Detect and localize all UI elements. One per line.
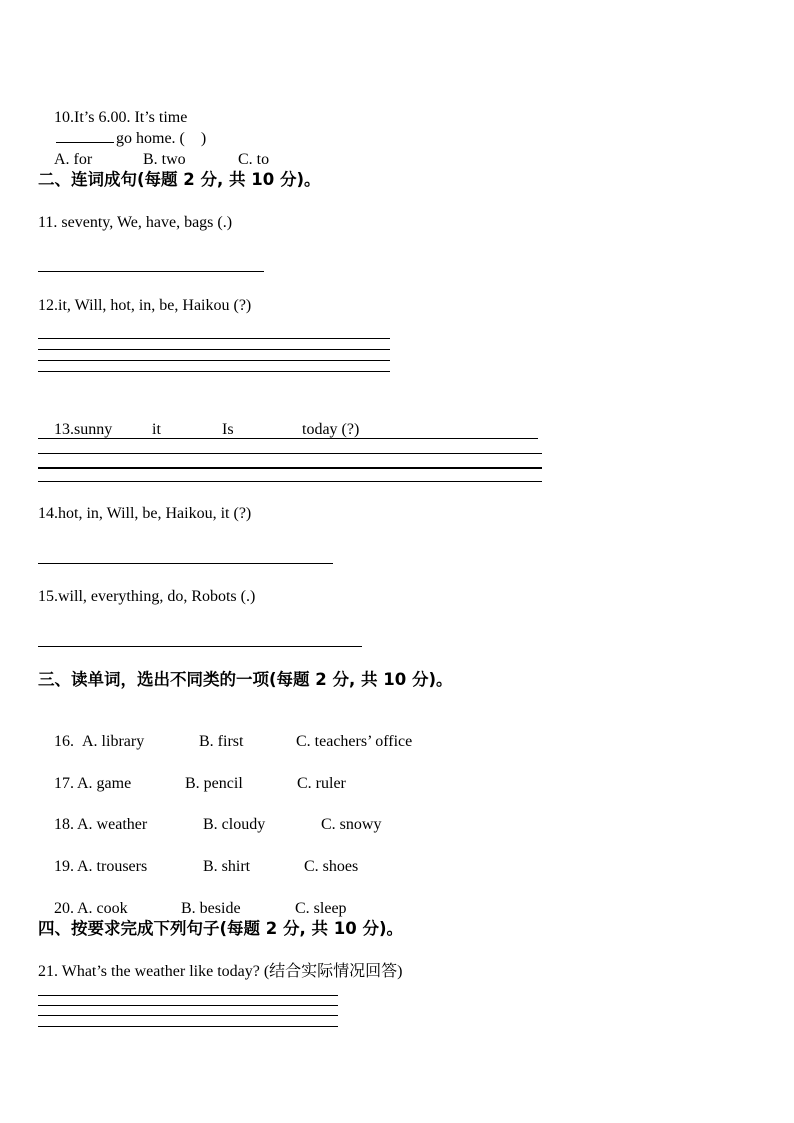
question-15: 15.will, everything, do, Robots (.)	[38, 588, 256, 605]
answer-line[interactable]	[38, 1005, 338, 1006]
option-b[interactable]: B. beside	[181, 900, 241, 917]
option-a[interactable]: A. for	[54, 151, 93, 168]
option-a[interactable]: A. cook	[77, 900, 128, 917]
answer-line[interactable]	[38, 1026, 338, 1027]
option-b[interactable]: B. cloudy	[203, 816, 266, 833]
answer-line[interactable]	[38, 438, 538, 439]
option-c[interactable]: C. shoes	[304, 858, 359, 875]
section-4-heading: 四、按要求完成下列句子(每题 2 分, 共 10 分)。	[38, 919, 404, 938]
question-10-paren-close: )	[200, 130, 207, 147]
question-12: 12.it, Will, hot, in, be, Haikou (?)	[38, 297, 252, 314]
answer-line[interactable]	[38, 563, 333, 564]
answer-line[interactable]	[38, 995, 338, 996]
answer-line[interactable]	[38, 1015, 338, 1016]
question-number: 16.	[54, 733, 74, 750]
answer-line[interactable]	[38, 467, 542, 469]
option-b[interactable]: B. shirt	[203, 858, 251, 875]
answer-line[interactable]	[38, 338, 390, 339]
option-c[interactable]: C. to	[238, 151, 270, 168]
option-c[interactable]: C. ruler	[297, 775, 346, 792]
option-c[interactable]: C. snowy	[321, 816, 382, 833]
question-number: 18.	[54, 816, 74, 833]
answer-line[interactable]	[38, 349, 390, 350]
option-a[interactable]: A. game	[77, 775, 132, 792]
question-14: 14.hot, in, Will, be, Haikou, it (?)	[38, 505, 252, 522]
question-number: 17.	[54, 775, 74, 792]
question-11: 11. seventy, We, have, bags (.)	[38, 214, 233, 231]
option-c[interactable]: C. sleep	[295, 900, 347, 917]
option-b[interactable]: B. pencil	[185, 775, 243, 792]
option-c[interactable]: C. teachers’ office	[296, 733, 413, 750]
question-number: 20.	[54, 900, 74, 917]
answer-line[interactable]	[38, 360, 390, 361]
question-13	[38, 400, 359, 460]
question-number: 19.	[54, 858, 74, 875]
option-a[interactable]: A. trousers	[77, 858, 148, 875]
answer-line[interactable]	[38, 481, 542, 482]
word-1: 13.sunny	[54, 421, 113, 438]
question-10-stem-start: 10.It’s 6.00. It’s time	[54, 109, 188, 126]
word-4: today (?)	[302, 421, 360, 438]
section-3-heading: 三、读单词，选出不同类的一项(每题 2 分, 共 10 分)。	[38, 670, 453, 689]
option-a[interactable]: A. weather	[77, 816, 148, 833]
option-a[interactable]: A. library	[82, 733, 145, 750]
answer-line[interactable]	[38, 646, 362, 647]
answer-line[interactable]	[38, 453, 542, 454]
section-2-heading: 二、连词成句(每题 2 分, 共 10 分)。	[38, 170, 321, 189]
word-2: it	[152, 421, 161, 438]
option-b[interactable]: B. two	[143, 151, 186, 168]
answer-line[interactable]	[38, 271, 264, 272]
question-10-stem-end: go home. (	[116, 130, 185, 147]
word-3: Is	[222, 421, 234, 438]
option-b[interactable]: B. first	[199, 733, 244, 750]
answer-line[interactable]	[38, 371, 390, 372]
question-21: 21. What’s the weather like today? (结合实际情况回答)	[38, 963, 403, 980]
